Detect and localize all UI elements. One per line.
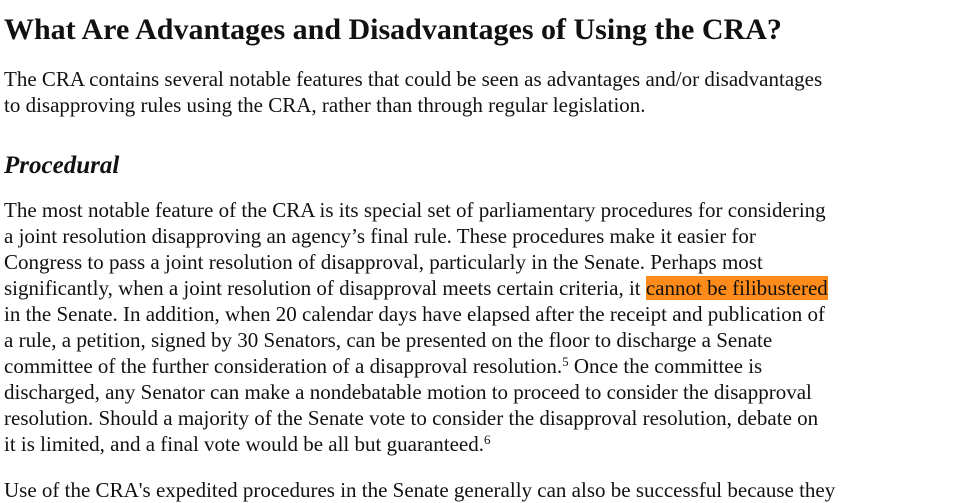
body-text: committee of the further consideration of a disapproval resolution. bbox=[4, 354, 563, 378]
footnote-ref-5[interactable]: 5 bbox=[562, 354, 569, 369]
section-heading: What Are Advantages and Disadvantages of Using the CRA? bbox=[4, 13, 782, 46]
body-text: Once the committee is bbox=[568, 354, 763, 378]
footnote-ref-6[interactable]: 6 bbox=[483, 432, 491, 447]
subsection-heading: Procedural bbox=[4, 152, 120, 179]
body-line: resolution. Should a majority of the Senate vote to consider the disapproval resolution, debate on bbox=[4, 406, 819, 430]
intro-line: to disapproving rules using the CRA, rather than through regular legislation. bbox=[4, 93, 646, 117]
intro-line: The CRA contains several notable features that could be seen as advantages and/or disadvantages bbox=[4, 67, 823, 91]
body-line: in the Senate. In addition, when 20 calendar days have elapsed after the receipt and publication of bbox=[4, 302, 826, 326]
body-text: significantly, when a joint resolution of disapproval meets certain criteria, it bbox=[4, 276, 646, 300]
body-line: Congress to pass a joint resolution of disapproval, particularly in the Senate. Perhaps most bbox=[4, 250, 763, 274]
procedural-paragraph bbox=[4, 197, 828, 457]
body-line bbox=[4, 275, 828, 301]
body-line: discharged, any Senator can make a nondebatable motion to proceed to consider the disapproval bbox=[4, 380, 812, 404]
body-line bbox=[4, 353, 828, 379]
cutoff-line: Use of the CRA's expedited procedures in the Senate generally can also be successful because they bbox=[4, 478, 836, 502]
body-line: a joint resolution disapproving an agency’s final rule. These procedures make it easier for bbox=[4, 224, 756, 248]
intro-paragraph bbox=[4, 66, 822, 118]
body-line: The most notable feature of the CRA is its special set of parliamentary procedures for considering bbox=[4, 198, 826, 222]
body-line bbox=[4, 431, 828, 457]
highlighted-text[interactable]: cannot be filibustered bbox=[645, 276, 828, 300]
body-text: it is limited, and a final vote would be all but guaranteed. bbox=[4, 432, 484, 456]
body-line: a rule, a petition, signed by 30 Senators, can be presented on the floor to discharge a Senate bbox=[4, 328, 773, 352]
